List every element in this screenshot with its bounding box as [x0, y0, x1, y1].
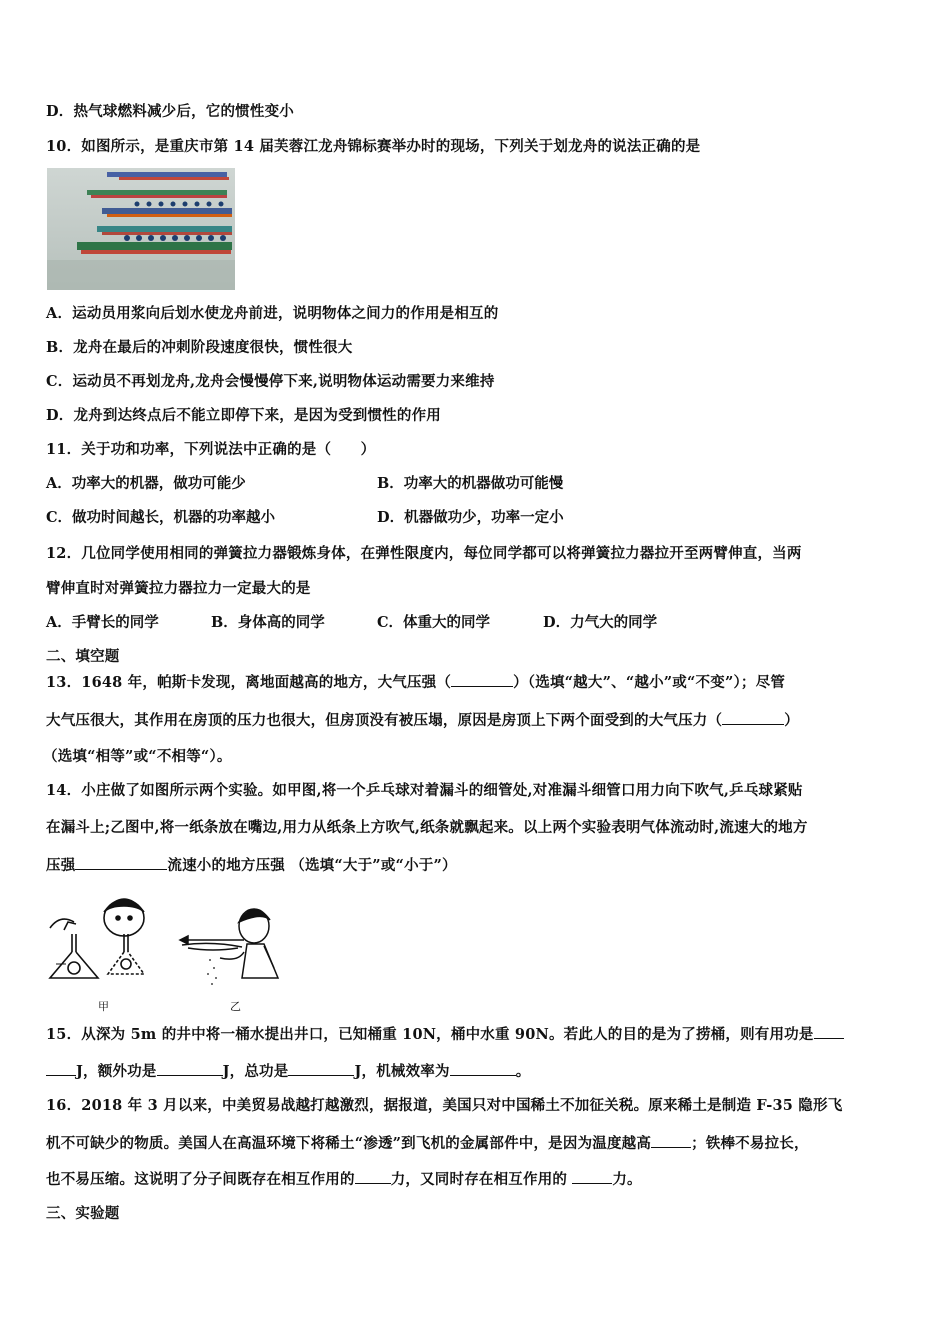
dragon-boat-photo	[47, 168, 235, 290]
q13-line1	[46, 672, 785, 693]
q16-blank-1[interactable]	[651, 1133, 691, 1148]
q11-option-b: B．功率大的机器做功可能慢	[377, 475, 564, 492]
q10-stem: 10．如图所示，是重庆市第 14 届芙蓉江龙舟锦标赛举办时的现场，下列关于划龙舟的说法正确的是	[46, 138, 701, 155]
q10-option-c: C．运动员不再划龙舟,龙舟会慢慢停下来,说明物体运动需要力来维持	[46, 373, 495, 390]
q15-blank-1b[interactable]	[46, 1061, 76, 1076]
q10-option-b: B．龙舟在最后的冲刺阶段速度很快，惯性很大	[46, 339, 353, 356]
section-3-heading: 三、实验题	[46, 1205, 120, 1222]
q16-line2	[46, 1133, 809, 1154]
q16-blank-2[interactable]	[355, 1169, 391, 1184]
figure-label-a: 甲	[98, 1000, 109, 1013]
q15-line1-a: 15．从深为 5m 的井中将一桶水提出井口，已知桶重 10N，桶中水重 90N。若此人的目的是为了捞桶，则有用功是	[46, 1026, 814, 1043]
section-2-heading: 二、填空题	[46, 648, 120, 665]
q15-blank-3[interactable]	[288, 1061, 354, 1076]
q13-line1-b: ）（选填“越大”、“越小”或“不变”）；尽管	[513, 674, 786, 691]
q15-line2	[46, 1061, 530, 1082]
q11-option-d: D．机器做功少，功率一定小	[377, 509, 564, 526]
q14-line3-b: 流速小的地方压强 （选填“大于”或“小于”）	[167, 857, 457, 874]
q14-line3	[46, 855, 457, 876]
q15-line2-c: J，机械效率为	[354, 1063, 450, 1080]
q16-blank-3[interactable]	[572, 1169, 612, 1184]
q13-line1-a: 13．1648 年，帕斯卡发现，离地面越高的地方，大气压强（	[46, 674, 452, 691]
q13-line3: （选填“相等”或“不相等“）。	[43, 748, 232, 765]
q12-option-c: C．体重大的同学	[377, 614, 491, 631]
q15-blank-2[interactable]	[157, 1061, 223, 1076]
q14-line3-a: 压强	[46, 857, 76, 874]
q10-option-a: A．运动员用浆向后划水使龙舟前进，说明物体之间力的作用是相互的	[46, 305, 499, 322]
q15-line2-d: 。	[515, 1063, 531, 1080]
q13-blank-1[interactable]	[451, 672, 513, 687]
q16-line2-b: ；铁棒不易拉长，	[691, 1135, 809, 1152]
q12-option-d: D．力气大的同学	[543, 614, 658, 631]
q15-blank-1a[interactable]	[814, 1024, 844, 1039]
q16-line3-a: 也不易压缩。这说明了分子间既存在相互作用的	[46, 1171, 355, 1188]
q10-option-d: D．龙舟到达终点后不能立即停下来，是因为受到惯性的作用	[46, 407, 441, 424]
q16-line3-c: 力。	[612, 1171, 642, 1188]
q15-blank-4[interactable]	[450, 1061, 516, 1076]
q15-line2-b: J，总功是	[222, 1063, 289, 1080]
q16-line3	[46, 1169, 642, 1190]
q13-line2-b: ）	[784, 712, 799, 729]
q16-line3-b: 力，又同时存在相互作用的	[390, 1171, 573, 1188]
q15-line1	[46, 1024, 844, 1045]
q12-option-a: A．手臂长的同学	[46, 614, 159, 631]
q16-line2-a: 机不可缺少的物质。美国人在高温环境下将稀土“渗透”到飞机的金属部件中，是因为温度越高	[46, 1135, 652, 1152]
q12-stem-line2: 臂伸直时对弹簧拉力器拉力一定最大的是	[46, 580, 311, 597]
q13-line2-a: 大气压很大，其作用在房顶的压力也很大，但房顶没有被压塌，原因是房顶上下两个面受到的大气压力（	[46, 712, 723, 729]
q13-blank-2[interactable]	[722, 710, 784, 725]
experiment-figure	[42, 890, 287, 1015]
q11-option-c: C．做功时间越长，机器的功率越小	[46, 509, 276, 526]
q15-line2-a: J，额外功是	[76, 1063, 157, 1080]
q11-option-a: A．功率大的机器，做功可能少	[46, 475, 246, 492]
q11-stem: 11．关于功和功率，下列说法中正确的是（ ）	[46, 441, 376, 458]
q14-line1: 14．小庄做了如图所示两个实验。如甲图,将一个乒乓球对着漏斗的细管处,对准漏斗细管口用力向下吹气,乒乓球紧贴	[46, 782, 803, 799]
q12-option-b: B．身体高的同学	[211, 614, 325, 631]
q9-option-d: D．热气球燃料减少后，它的惯性变小	[46, 103, 294, 120]
q13-line2	[46, 710, 799, 731]
q14-blank[interactable]	[75, 855, 167, 870]
q14-line2: 在漏斗上;乙图中,将一纸条放在嘴边,用力从纸条上方吹气,纸条就飘起来。以上两个实验表明气体流动时,流速大的地方	[46, 819, 808, 836]
q16-line1: 16．2018 年 3 月以来，中美贸易战越打越激烈，据报道，美国只对中国稀土不加征关税。原来稀土是制造 F-35 隐形飞	[46, 1097, 843, 1114]
figure-label-b: 乙	[230, 1000, 241, 1013]
q12-stem-line1: 12．几位同学使用相同的弹簧拉力器锻炼身体，在弹性限度内，每位同学都可以将弹簧拉力器拉开至两臂伸直，当两	[46, 545, 802, 562]
